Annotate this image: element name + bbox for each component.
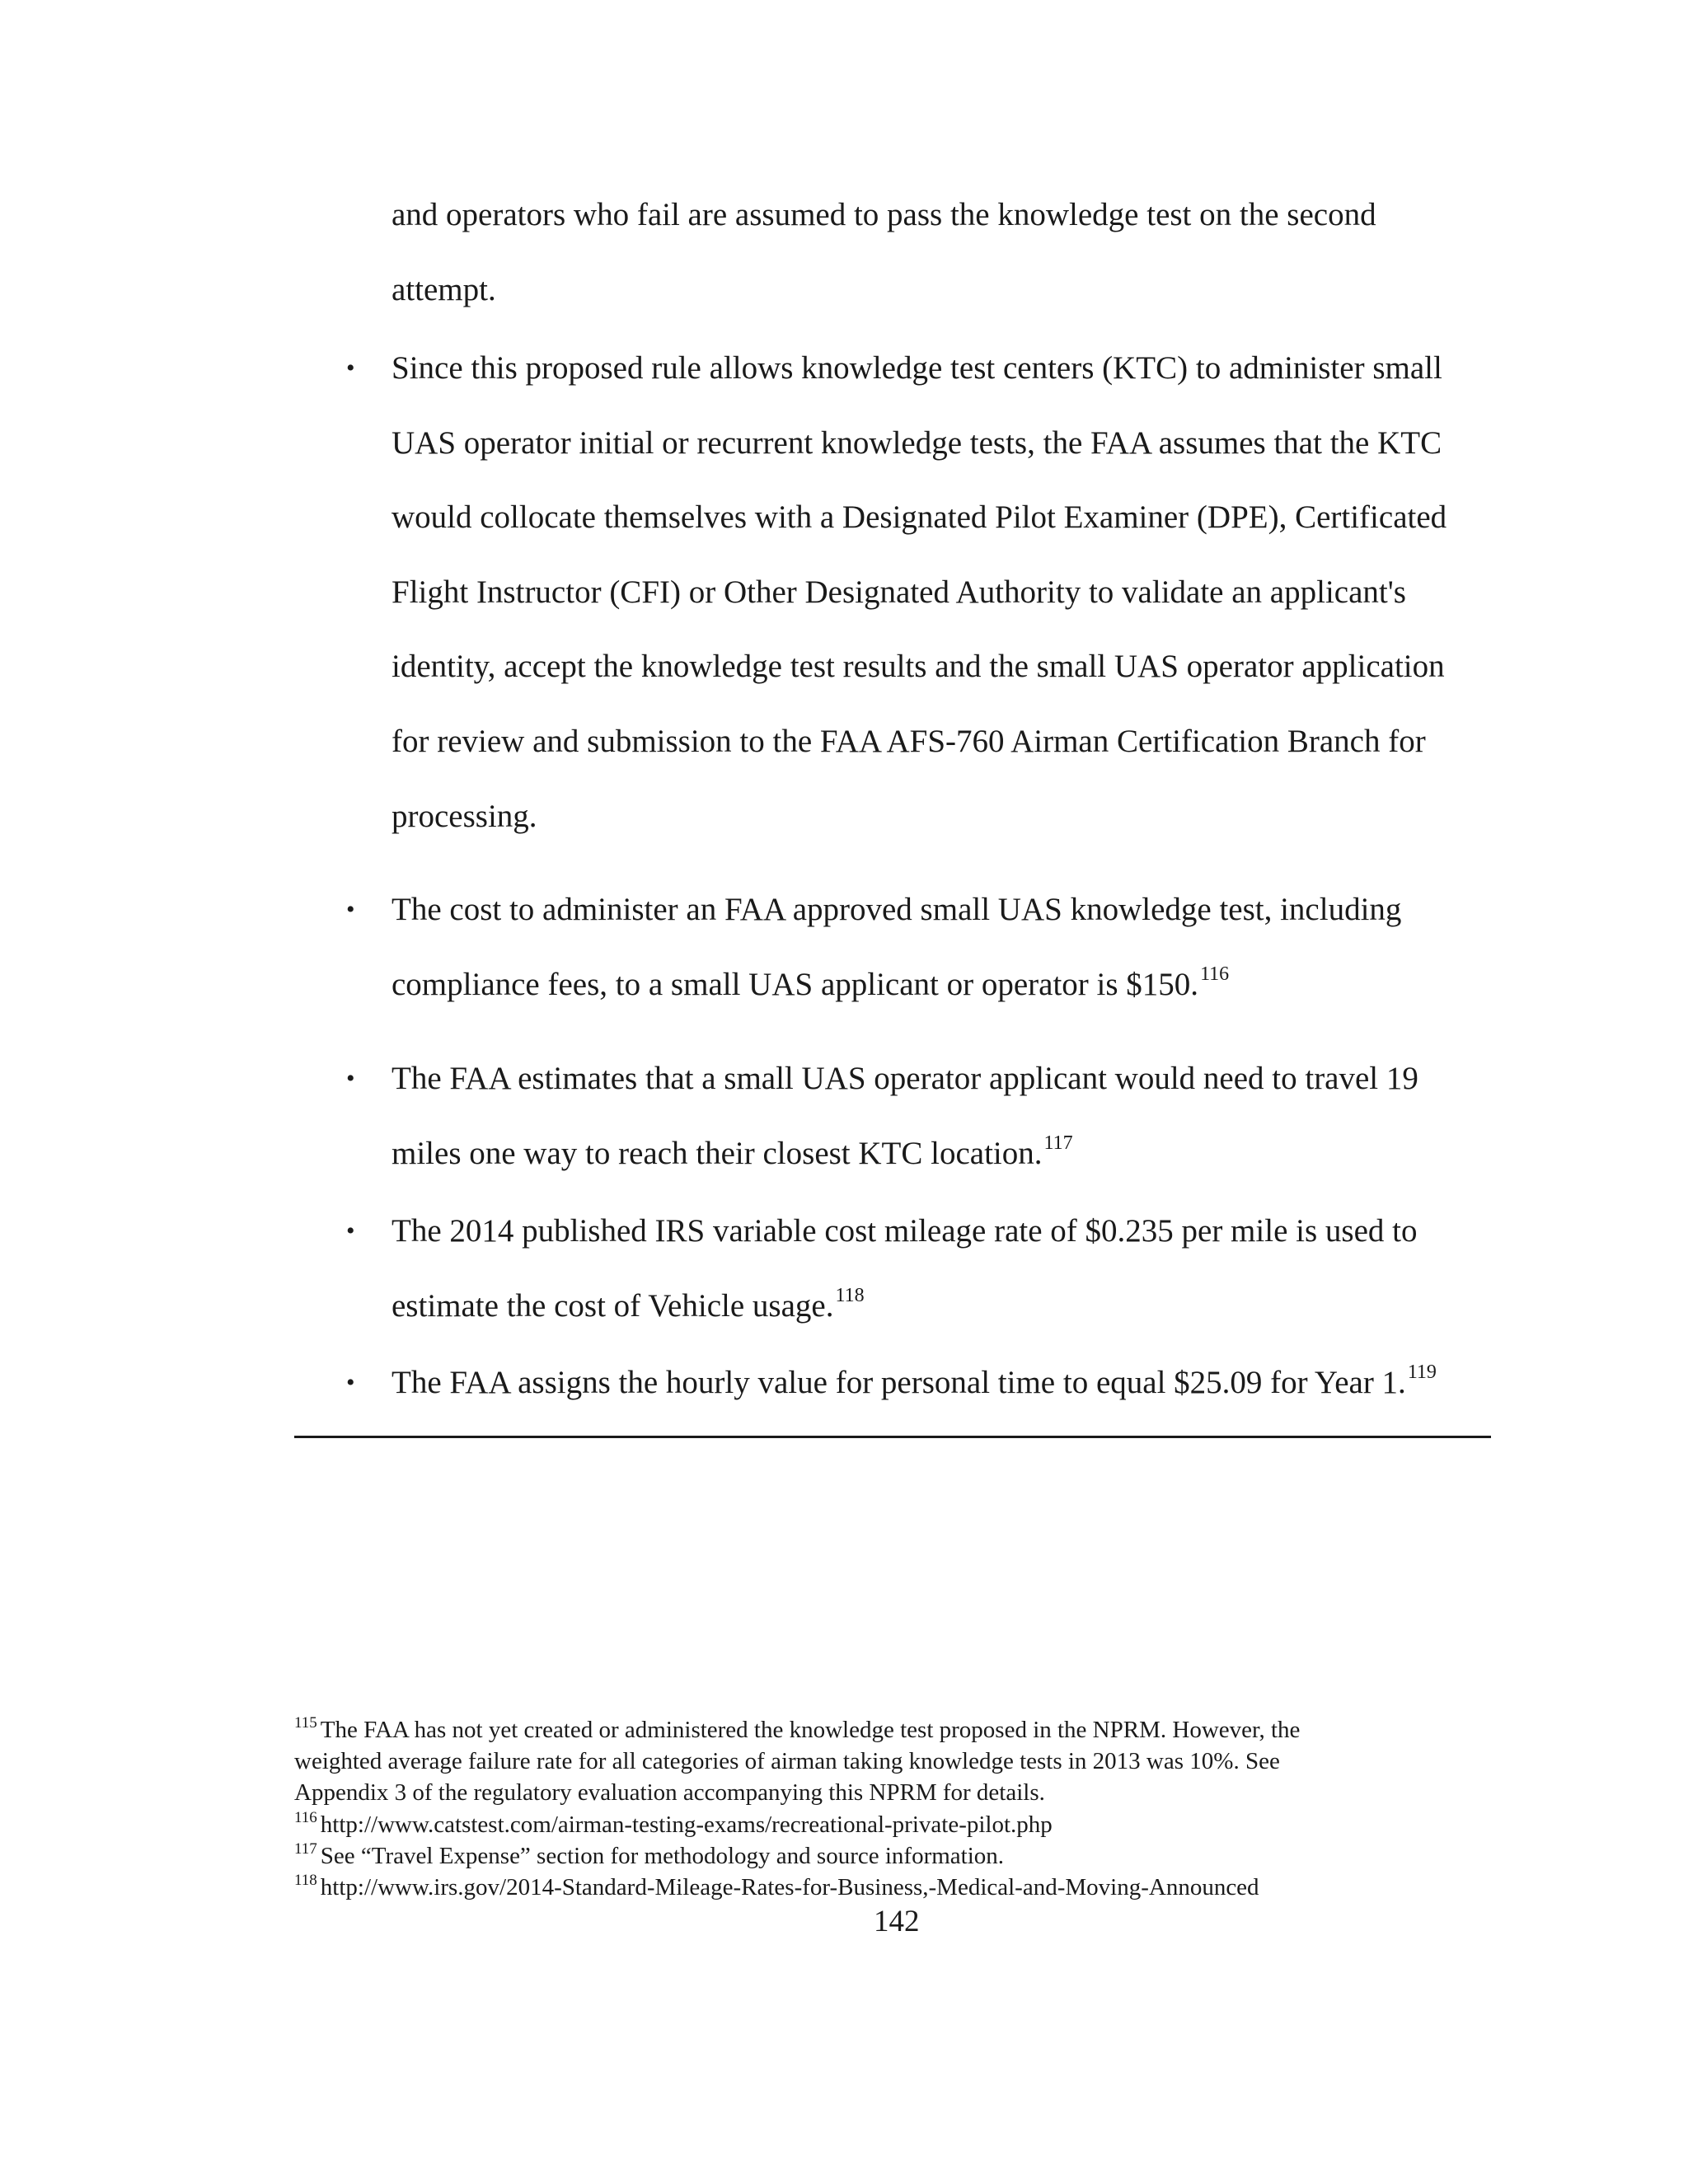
body-text-line: processing. — [392, 799, 537, 834]
body-text: estimate the cost of Vehicle usage. — [392, 1288, 834, 1324]
body-text-line: would collocate themselves with a Designated Pilot Examiner (DPE), Certificated — [392, 499, 1447, 535]
body-text-line: Since this proposed rule allows knowledge test centers (KTC) to administer small — [392, 350, 1442, 386]
body-text-line: The FAA estimates that a small UAS operator applicant would need to travel 19 — [392, 1061, 1418, 1096]
footnote-line — [294, 1716, 1300, 1747]
footnote-reference[interactable]: 119 — [1407, 1361, 1437, 1383]
page-number: 142 — [874, 1905, 920, 1938]
bullet-icon: • — [346, 896, 355, 923]
body-text-line: for review and submission to the FAA AFS-760 Airman Certification Branch for — [392, 724, 1426, 759]
section-divider — [294, 1436, 1491, 1438]
body-text-line: and operators who fail are assumed to pass the knowledge test on the second — [392, 197, 1376, 232]
body-text-line — [392, 963, 1230, 1008]
bullet-icon: • — [346, 1065, 355, 1092]
body-text: miles one way to reach their closest KTC location. — [392, 1136, 1043, 1171]
footnote-reference[interactable]: 116 — [1200, 963, 1230, 985]
footnote-link[interactable]: http://www.irs.gov/2014-Standard-Mileage-Rates-for-Business,-Medical-and-Moving-Announced — [320, 1874, 1259, 1900]
body-text-line: UAS operator initial or recurrent knowledge tests, the FAA assumes that the KTC — [392, 425, 1442, 461]
footnote-link[interactable]: http://www.catstest.com/airman-testing-exams/recreational-private-pilot.php — [320, 1811, 1053, 1838]
footnote-line: Appendix 3 of the regulatory evaluation accompanying this NPRM for details. — [294, 1779, 1045, 1806]
footnote-number: 115 — [294, 1714, 317, 1732]
bullet-icon: • — [346, 354, 355, 382]
body-text-line: The 2014 published IRS variable cost mileage rate of $0.235 per mile is used to — [392, 1213, 1418, 1249]
body-text-line — [392, 1287, 865, 1329]
footnote-line: weighted average failure rate for all categories of airman taking knowledge tests in 2013 was 10%. See — [294, 1748, 1280, 1774]
footnote-number: 116 — [294, 1809, 317, 1826]
footnote-text: The FAA has not yet created or administered the knowledge test proposed in the NPRM. However, the — [320, 1717, 1301, 1743]
footnote-line — [294, 1811, 1053, 1842]
footnote-line — [294, 1842, 1004, 1873]
body-text-line — [392, 1132, 1073, 1177]
body-text-line: attempt. — [392, 272, 496, 307]
body-text-line: Flight Instructor (CFI) or Other Designated Authority to validate an applicant's — [392, 574, 1406, 610]
body-text-line — [392, 1361, 1437, 1406]
footnote-number: 117 — [294, 1840, 317, 1858]
bullet-icon: • — [346, 1217, 355, 1244]
bullet-icon: • — [346, 1369, 355, 1396]
body-text: compliance fees, to a small UAS applicant or operator is $150. — [392, 967, 1199, 1002]
body-text: The FAA assigns the hourly value for personal time to equal $25.09 for Year 1. — [392, 1365, 1406, 1400]
body-text-line: identity, accept the knowledge test results and the small UAS operator application — [392, 649, 1445, 684]
body-text-line: The cost to administer an FAA approved small UAS knowledge test, including — [392, 892, 1402, 927]
footnote-text: See “Travel Expense” section for methodology and source information. — [320, 1843, 1005, 1869]
footnote-line — [294, 1873, 1259, 1905]
footnote-reference[interactable]: 117 — [1043, 1132, 1073, 1154]
footnote-number: 118 — [294, 1872, 317, 1889]
footnote-reference[interactable]: 118 — [835, 1285, 865, 1306]
